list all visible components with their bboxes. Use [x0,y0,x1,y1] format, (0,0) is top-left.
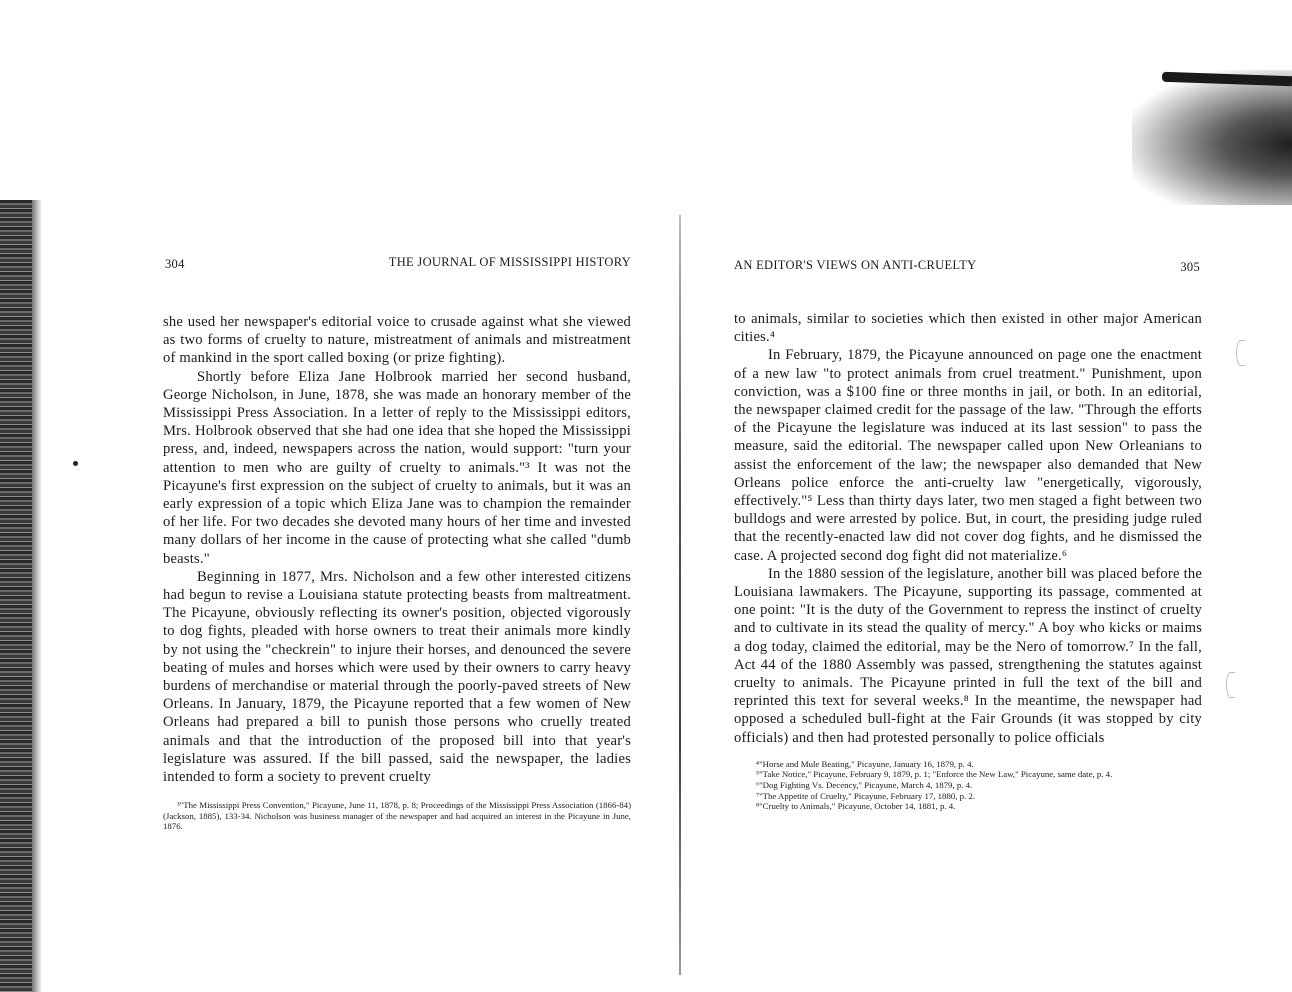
footnote: ⁸"Cruelty to Animals," Picayune, October 14, 1881, p. 4. [756,801,956,812]
scan-edge-shadow [0,200,36,992]
footnote: ³"The Mississippi Press Convention," Picayune, June 11, 1878, p. 8; Proceedings of the Mississippi Press Association (1866-84) (Jackson, 1885), 133-34. Nicholson was business manager of the newspaper and had acquired an interest in the Picayune in June, 1876. [163,800,631,832]
left-page [163,255,631,832]
running-head [163,255,631,277]
paragraph: Shortly before Eliza Jane Holbrook married her second husband, George Nicholson, in June, 1878, she was made an honorary member of the Mississippi Press Association. In a letter of reply to the Mississippi editors, Mrs. Holbrook observed that she had one idea that she hoped the Mississippi press, and, indeed, newspapers across the nation, would support: "turn your attention to men who are guilty of cruelty to animals."³ It was not the Picayune's first expression on the subject of cruelty to animals, but it was an early expression of a topic which Eliza Jane was to champion the remainder of her life. For two decades she devoted many hours of her time and invested many dollars of her income in the cause of protecting what she called "dumb beasts." [163,368,631,567]
book-spine [679,215,681,975]
margin-mark [1236,340,1245,366]
paragraph: to animals, similar to societies which then existed in other major American cities.⁴ [734,311,1202,346]
footnote: ⁵"Take Notice," Picayune, February 9, 1879, p. 1; "Enforce the New Law," Picayune, same date, p. 4. [756,769,1113,780]
margin-mark [1226,672,1235,698]
paragraph: In February, 1879, the Picayune announced on page one the enactment of a new law "to protect animals from cruel treatment." Punishment, upon conviction, was a $100 fine or three months in jail, or both. In an editorial, the newspaper claimed credit for the passage of the law. "Through the efforts of the Picayune the legislature was induced at its last session" to pass the measure, said the editorial. The newspaper called upon New Orleanians to assist the enforcement of the law; the newspaper also demanded that New Orleans police enforce the anti-cruelty law "energetically, vigorously, effectively."⁵ Less than thirty days later, two men staged a fight between two bulldogs and were arrested by police. But, in court, the presiding judge ruled that the recently-enacted law did not cover dog fights, and he dismissed the case. A projected second dog fight did not materialize.⁶ [734,347,1202,564]
running-head [734,255,1202,277]
footnote: ⁷"The Appetite of Cruelty," Picayune, February 17, 1880, p. 2. [756,790,976,801]
footnotes [163,800,631,832]
body-text [734,310,1202,747]
right-page [734,255,1202,812]
page-number: 305 [1180,260,1200,274]
speck-mark [73,461,78,466]
footnotes [734,759,1202,812]
paragraph: Beginning in 1877, Mrs. Nicholson and a few other interested citizens had begun to revise a Louisiana statute protecting beasts from maltreatment. The Picayune, obviously reflecting its owner's position, objected vigorously to dog fights, pleaded with horse owners to treat their animals more kindly by not using the "checkrein" to injure their horses, and denounced the severe beating of mules and horses which were used by their owners to carry heavy burdens of merchandise or material through the poorly-paved streets of New Orleans. In January, 1879, the Picayune reported that a few women of New Orleans had prepared a bill to punish those persons who cruelly treated animals and that the introduction of the proposed bill into that year's legislature was assured. If the bill passed, said the newspaper, the ladies intended to form a society to prevent cruelty [163,568,631,786]
footnote: ⁴"Horse and Mule Beating," Picayune, January 16, 1879, p. 4. [756,758,974,769]
footnote: ⁶"Dog Fighting Vs. Decency," Picayune, March 4, 1879, p. 4. [756,780,973,791]
page-number: 304 [165,257,185,271]
paragraph: In the 1880 session of the legislature, another bill was placed before the Louisiana lawmakers. The Picayune, supporting its passage, commented at one point: "It is the duty of the Government to repress the instinct of cruelty and to cultivate in its stead the quality of mercy." A boy who kicks or maims a dog today, claimed the editorial, may be the Nero of tomorrow.⁷ In the fall, Act 44 of the 1880 Assembly was passed, strengthening the statutes against cruelty to animals. The Picayune printed in full the text of the bill and reprinted this text for several weeks.⁸ In the meantime, the newspaper had opposed a scheduled bull-fight at the Fair Grounds (it was stopped by city officials) and then had protested personally to police officials [734,565,1202,746]
running-head-title: AN EDITOR'S VIEWS ON ANTI-CRUELTY [734,258,977,272]
body-text [163,313,631,786]
paragraph: she used her newspaper's editorial voice to crusade against what she viewed as two forms of cruelty to nature, mistreatment of animals and mistreatment of mankind in the sport called boxing (or prize fighting). [163,314,631,367]
thumb-shadow [1132,70,1292,205]
running-head-title: THE JOURNAL OF MISSISSIPPI HISTORY [388,255,631,269]
